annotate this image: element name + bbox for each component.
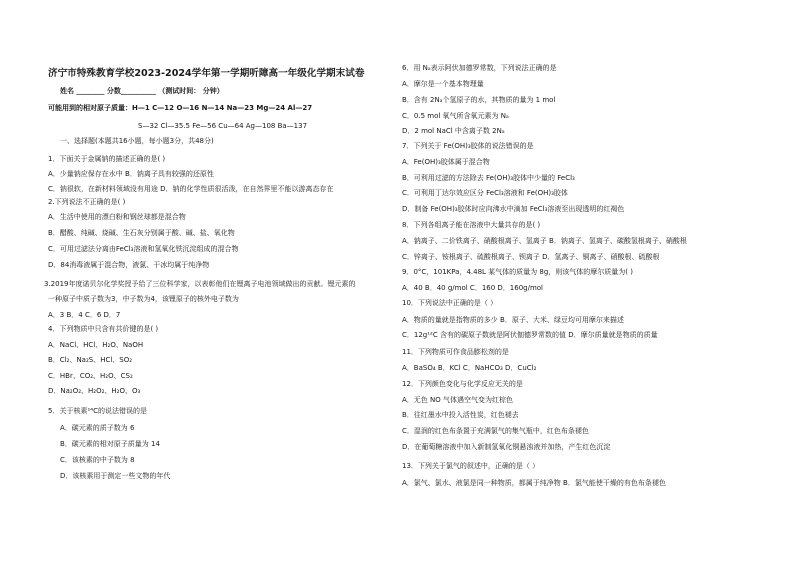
option-line: A．碳元素的质子数为 6	[60, 424, 135, 432]
option-line: C．湿润的红色布条置于充满氯气的集气瓶中，红色布条褪色	[402, 427, 589, 435]
option-line: A．物质的量就是指物质的多少 B．原子、大米、绿豆均可用摩尔来描述	[402, 316, 624, 324]
option-line: A．生活中使用的漂白粉和钢丝球都是混合物	[48, 213, 186, 221]
option-line: A．BaSO₄ B．KCl C．NaHCO₃ D．CuCl₂	[402, 364, 537, 372]
question-line: 10．下列说法中正确的是（ ）	[402, 299, 498, 307]
question-line: 6．用 Nₐ表示阿伏加德罗常数，下列说法正确的是	[402, 64, 557, 72]
atomic-mass-line-2: S—32 Cl—35.5 Fe—56 Cu—64 Ag—108 Ba—137	[138, 122, 308, 130]
option-line: D．在葡萄糖溶液中加入新制氢氧化铜悬浊液并加热，产生红色沉淀	[402, 443, 611, 451]
option-line: A．摩尔是一个基本物理量	[402, 80, 484, 88]
option-line: C．可用过滤法分离由FeCl₃溶液和氢氧化铁沉淀组成的混合物	[48, 245, 239, 253]
question-line: 9．0°C，101KPa，4.48L 某气体的质量为 8g，则该气体的摩尔质量为( )	[402, 268, 633, 276]
option-line: C．锌离子、铵根离子、硫酸根离子、钡离子 D．氢离子、铜离子、硝酸根、硫酸根	[402, 253, 660, 261]
option-line: C．钠很软，在新材料领域没有用途 D．钠的化学性质很活泼，在自然界里不能以游离态存在	[48, 185, 334, 193]
option-line: B．醋酸、纯碱、烧碱、生石灰分别属于酸、碱、盐、氧化物	[48, 229, 235, 237]
question-line: 7．下列关于 Fe(OH)₃胶体的说法错误的是	[402, 142, 534, 150]
question-line: 2.下列说法不正确的是( )	[48, 198, 126, 206]
question-line: 12．下列颜色变化与化学反应无关的是	[402, 380, 523, 388]
option-line: B．碳元素的相对原子质量为 14	[60, 440, 160, 448]
question-line: 8．下列各组离子能在溶液中大量共存的是( )	[402, 221, 541, 229]
question-line: 13．下列关于氯气的叙述中，正确的是（ ）	[402, 462, 540, 470]
option-line: A．40 B．40 g/mol C．160 D．160g/mol	[402, 284, 544, 292]
option-line: C．HBr、CO₂、H₂O、CS₂	[48, 372, 133, 380]
question-line: 一种原子中质子数为3，中子数为4，该锂原子的核外电子数为	[48, 295, 239, 303]
question-line: 4．下列物质中只含有共价键的是( )	[48, 325, 159, 333]
option-line: A．3 B．4 C．6 D．7	[48, 311, 121, 319]
option-line: A．NaCl、HCl、H₂O、NaOH	[48, 341, 144, 349]
question-line: 3.2019年度诺贝尔化学奖授予给了三位科学家，以表彰他们在锂离子电池领域做出的贡献。锂元素的	[44, 280, 356, 288]
option-line: A．钠离子、二价铁离子、硝酸根离子、氢离子 B．钠离子、氢离子、碳酸氢根离子、硝酸根	[402, 237, 687, 245]
question-line: 11．下列物质可作食品膨松剂的是	[402, 348, 509, 356]
option-line: B．含有 2Nₐ个氢原子的水，其物质的量为 1 mol	[402, 96, 556, 104]
option-line: D．2 mol NaCl 中含离子数 2Nₐ	[402, 127, 505, 135]
option-line: D．制备 Fe(OH)₃胶体时应向沸水中滴加 FeCl₃溶液至出现透明的红褐色	[402, 205, 625, 213]
option-line: D．该核素用于测定一些文物的年代	[60, 472, 171, 480]
option-line: A．Fe(OH)₃胶体属于混合物	[402, 158, 490, 166]
option-line: C．12g¹²C 含有的碳原子数就是阿伏伽德罗常数的值 D．摩尔质量就是物质的质量	[402, 331, 658, 339]
option-line: B．Cl₂、Na₂S、HCl、SO₂	[48, 356, 133, 364]
option-line: A．氯气、氯水、液氯是同一种物质，都属于纯净物 B．氯气能使干燥的有色布条褪色	[402, 479, 666, 487]
option-line: B．可利用过滤的方法除去 Fe(OH)₃胶体中少量的 FeCl₃	[402, 174, 575, 182]
exam-title: 济宁市特殊教育学校2023-2024学年第一学期听障高一年级化学期末试卷	[48, 68, 365, 79]
question-line: 5．关于核素¹⁴C的说法错误的是	[48, 407, 147, 415]
atomic-mass-line-1: 可能用到的相对原子质量：H—1 C—12 O—16 N—14 Na—23 Mg—24 Al—27	[48, 104, 313, 112]
option-line: A．无色 NO 气体遇空气变为红棕色	[402, 396, 513, 404]
section-heading: 一、选择题(本题共16小题，每小题3分，共48分)	[60, 137, 214, 145]
question-line: 1．下面关于金属钠的描述正确的是( )	[48, 155, 166, 163]
option-line: A．少量钠应保存在水中 B．钠离子具有较强的还原性	[48, 170, 214, 178]
option-line: C．该核素的中子数为 8	[60, 456, 135, 464]
option-line: D．Na₂O₂、H₂O₂、H₂O、O₃	[48, 387, 141, 395]
option-line: C．0.5 mol 氧气所含氧元素为 Nₐ	[402, 112, 509, 120]
student-info-line: 姓名 ________ 分数__________ （测试时间： 分钟）	[60, 87, 224, 95]
option-line: D．84消毒液属于混合物，液氯、干冰均属于纯净物	[48, 261, 210, 269]
option-line: C．可利用丁达尔效应区分 FeCl₃溶液和 Fe(OH)₃胶体	[402, 189, 568, 197]
option-line: B．往红墨水中投入活性炭，红色褪去	[402, 411, 519, 419]
